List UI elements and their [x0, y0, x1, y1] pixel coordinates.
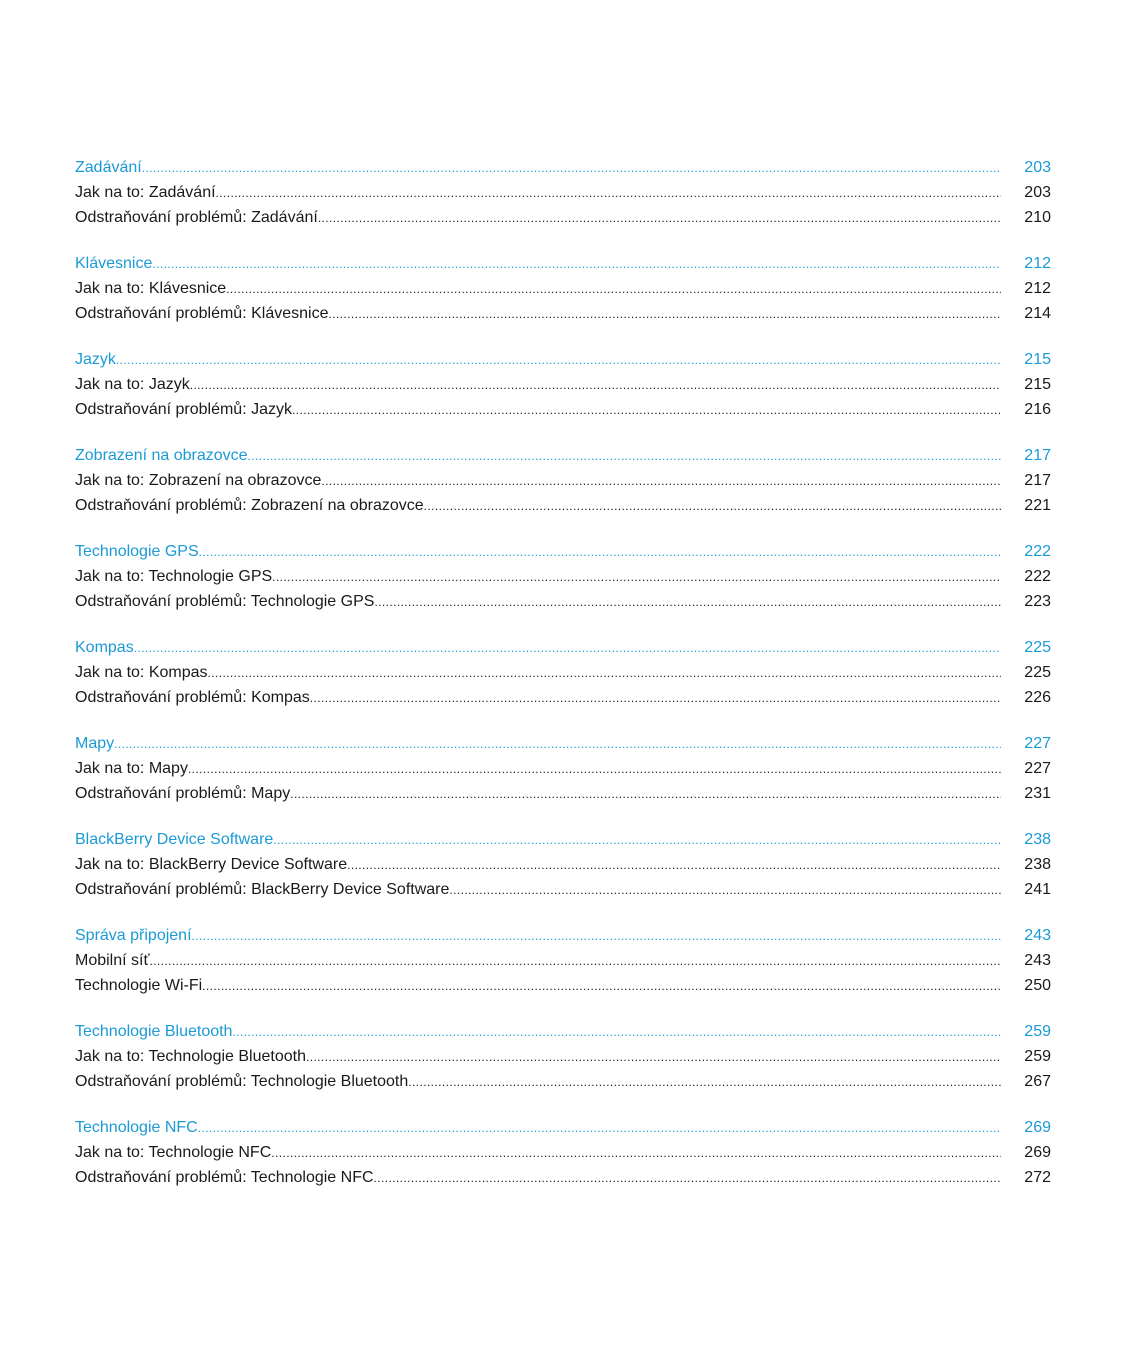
- toc-item-link[interactable]: [75, 589, 1051, 614]
- toc-page-number: 238: [1024, 856, 1051, 873]
- toc-item-label: Odstraňování problémů: Kompas: [75, 689, 310, 706]
- toc-heading-link[interactable]: [75, 1115, 1051, 1140]
- toc-page-number: 222: [1024, 543, 1051, 560]
- toc-item-label: Mobilní síť: [75, 952, 150, 969]
- toc-section: [75, 635, 1051, 710]
- dot-leader: [321, 469, 1001, 494]
- toc-item-link[interactable]: [75, 877, 1051, 902]
- toc-item-link[interactable]: [75, 948, 1051, 973]
- toc-page-number: 225: [1024, 639, 1051, 656]
- toc-item-label: Jak na to: BlackBerry Device Software: [75, 856, 348, 873]
- toc-item-link[interactable]: [75, 276, 1051, 301]
- dot-leader: [424, 494, 1001, 519]
- toc-item-link[interactable]: [75, 973, 1051, 998]
- toc-item-label: Jak na to: Zadávání: [75, 184, 216, 201]
- toc-item-label: Odstraňování problémů: Jazyk: [75, 401, 292, 418]
- toc-item-link[interactable]: [75, 1140, 1051, 1165]
- toc-heading-link[interactable]: [75, 1019, 1051, 1044]
- toc-item-label: Odstraňování problémů: BlackBerry Device Software: [75, 881, 450, 898]
- toc-section: [75, 827, 1051, 902]
- dot-leader: [208, 661, 1001, 686]
- toc-heading-link[interactable]: [75, 539, 1051, 564]
- dot-leader: [134, 636, 1001, 661]
- toc-page-number: 203: [1024, 184, 1051, 201]
- toc-page-number: 269: [1024, 1144, 1051, 1161]
- toc-item-label: Jak na to: Mapy: [75, 760, 188, 777]
- toc-page-number: 259: [1024, 1048, 1051, 1065]
- toc-item-link[interactable]: [75, 205, 1051, 230]
- dot-leader: [114, 732, 1001, 757]
- toc-section: [75, 1019, 1051, 1094]
- toc-section: [75, 155, 1051, 230]
- toc-page-number: 222: [1024, 568, 1051, 585]
- dot-leader: [306, 1045, 1001, 1070]
- toc-heading-label: Jazyk: [75, 351, 116, 368]
- toc-page-number: 250: [1024, 977, 1051, 994]
- dot-leader: [292, 398, 1001, 423]
- dot-leader: [216, 181, 1001, 206]
- toc-item-label: Odstraňování problémů: Technologie Bluetooth: [75, 1073, 409, 1090]
- toc-heading-link[interactable]: [75, 155, 1051, 180]
- dot-leader: [310, 686, 1001, 711]
- toc-page-number: 210: [1024, 209, 1051, 226]
- toc-item-link[interactable]: [75, 468, 1051, 493]
- dot-leader: [449, 878, 1001, 903]
- toc-item-link[interactable]: [75, 660, 1051, 685]
- dot-leader: [192, 924, 1001, 949]
- toc-item-link[interactable]: [75, 685, 1051, 710]
- dot-leader: [199, 540, 1001, 565]
- toc-section: [75, 539, 1051, 614]
- dot-leader: [318, 206, 1001, 231]
- toc-page-number: 231: [1024, 785, 1051, 802]
- toc-page-number: 217: [1024, 472, 1051, 489]
- dot-leader: [142, 156, 1001, 181]
- toc-heading-label: BlackBerry Device Software: [75, 831, 274, 848]
- toc-item-link[interactable]: [75, 493, 1051, 518]
- toc-item-label: Jak na to: Klávesnice: [75, 280, 227, 297]
- toc-section: [75, 443, 1051, 518]
- toc-item-link[interactable]: [75, 564, 1051, 589]
- dot-leader: [272, 565, 1001, 590]
- toc-item-label: Odstraňování problémů: Zadávání: [75, 209, 318, 226]
- toc-section: [75, 347, 1051, 422]
- toc-item-label: Odstraňování problémů: Technologie NFC: [75, 1169, 374, 1186]
- toc-page-number: 243: [1024, 927, 1051, 944]
- toc-heading-link[interactable]: [75, 635, 1051, 660]
- dot-leader: [374, 590, 1001, 615]
- toc-item-link[interactable]: [75, 180, 1051, 205]
- toc-page-number: 217: [1024, 447, 1051, 464]
- toc-heading-label: Kompas: [75, 639, 134, 656]
- toc-heading-label: Zobrazení na obrazovce: [75, 447, 248, 464]
- toc-heading-link[interactable]: [75, 251, 1051, 276]
- toc-page-number: 215: [1024, 376, 1051, 393]
- dot-leader: [408, 1070, 1001, 1095]
- toc-item-label: Jak na to: Jazyk: [75, 376, 190, 393]
- toc-section: [75, 251, 1051, 326]
- toc-heading-link[interactable]: [75, 827, 1051, 852]
- toc-item-label: Odstraňování problémů: Klávesnice: [75, 305, 329, 322]
- toc-page-number: 243: [1024, 952, 1051, 969]
- toc-heading-label: Technologie NFC: [75, 1119, 198, 1136]
- dot-leader: [347, 853, 1001, 878]
- table-of-contents: [75, 155, 1051, 1211]
- toc-heading-link[interactable]: [75, 443, 1051, 468]
- toc-page-number: 223: [1024, 593, 1051, 610]
- toc-item-label: Odstraňování problémů: Technologie GPS: [75, 593, 375, 610]
- toc-item-label: Technologie Wi-Fi: [75, 977, 203, 994]
- toc-page-number: 267: [1024, 1073, 1051, 1090]
- toc-item-link[interactable]: [75, 1044, 1051, 1069]
- dot-leader: [190, 373, 1001, 398]
- toc-page-number: 227: [1024, 760, 1051, 777]
- toc-heading-link[interactable]: [75, 347, 1051, 372]
- toc-item-label: Jak na to: Technologie Bluetooth: [75, 1048, 306, 1065]
- dot-leader: [188, 757, 1001, 782]
- toc-page-number: 221: [1024, 497, 1051, 514]
- toc-page-number: 212: [1024, 280, 1051, 297]
- toc-heading-link[interactable]: [75, 923, 1051, 948]
- toc-page-number: 214: [1024, 305, 1051, 322]
- toc-page-number: 259: [1024, 1023, 1051, 1040]
- dot-leader: [152, 252, 1001, 277]
- toc-heading-label: Klávesnice: [75, 255, 153, 272]
- dot-leader: [149, 949, 1001, 974]
- toc-heading-label: Zadávání: [75, 159, 142, 176]
- dot-leader: [232, 1020, 1001, 1045]
- dot-leader: [248, 444, 1001, 469]
- toc-heading-label: Mapy: [75, 735, 115, 752]
- dot-leader: [202, 974, 1001, 999]
- dot-leader: [116, 348, 1001, 373]
- toc-page-number: 241: [1024, 881, 1051, 898]
- toc-section: [75, 731, 1051, 806]
- toc-heading-label: Technologie Bluetooth: [75, 1023, 233, 1040]
- toc-section: [75, 923, 1051, 998]
- toc-page-number: 212: [1024, 255, 1051, 272]
- toc-item-link[interactable]: [75, 1069, 1051, 1094]
- toc-item-link[interactable]: [75, 372, 1051, 397]
- toc-item-link[interactable]: [75, 301, 1051, 326]
- dot-leader: [374, 1166, 1001, 1191]
- toc-page-number: 203: [1024, 159, 1051, 176]
- toc-page-number: 226: [1024, 689, 1051, 706]
- toc-page-number: 227: [1024, 735, 1051, 752]
- toc-heading-link[interactable]: [75, 731, 1051, 756]
- toc-item-label: Odstraňování problémů: Zobrazení na obrazovce: [75, 497, 424, 514]
- toc-item-label: Jak na to: Technologie GPS: [75, 568, 273, 585]
- dot-leader: [273, 828, 1001, 853]
- toc-item-link[interactable]: [75, 852, 1051, 877]
- toc-item-link[interactable]: [75, 756, 1051, 781]
- toc-item-label: Jak na to: Technologie NFC: [75, 1144, 272, 1161]
- toc-item-link[interactable]: [75, 1165, 1051, 1190]
- dot-leader: [226, 277, 1001, 302]
- dot-leader: [271, 1141, 1001, 1166]
- toc-item-label: Jak na to: Kompas: [75, 664, 208, 681]
- toc-page-number: 272: [1024, 1169, 1051, 1186]
- toc-item-label: Jak na to: Zobrazení na obrazovce: [75, 472, 322, 489]
- toc-section: [75, 1115, 1051, 1190]
- dot-leader: [290, 782, 1001, 807]
- toc-item-label: Odstraňování problémů: Mapy: [75, 785, 291, 802]
- toc-page-number: 269: [1024, 1119, 1051, 1136]
- dot-leader: [328, 302, 1001, 327]
- toc-page-number: 238: [1024, 831, 1051, 848]
- toc-item-link[interactable]: [75, 397, 1051, 422]
- toc-page-number: 225: [1024, 664, 1051, 681]
- dot-leader: [198, 1116, 1001, 1141]
- toc-page-number: 215: [1024, 351, 1051, 368]
- toc-item-link[interactable]: [75, 781, 1051, 806]
- toc-heading-label: Správa připojení: [75, 927, 192, 944]
- toc-page-number: 216: [1024, 401, 1051, 418]
- toc-heading-label: Technologie GPS: [75, 543, 199, 560]
